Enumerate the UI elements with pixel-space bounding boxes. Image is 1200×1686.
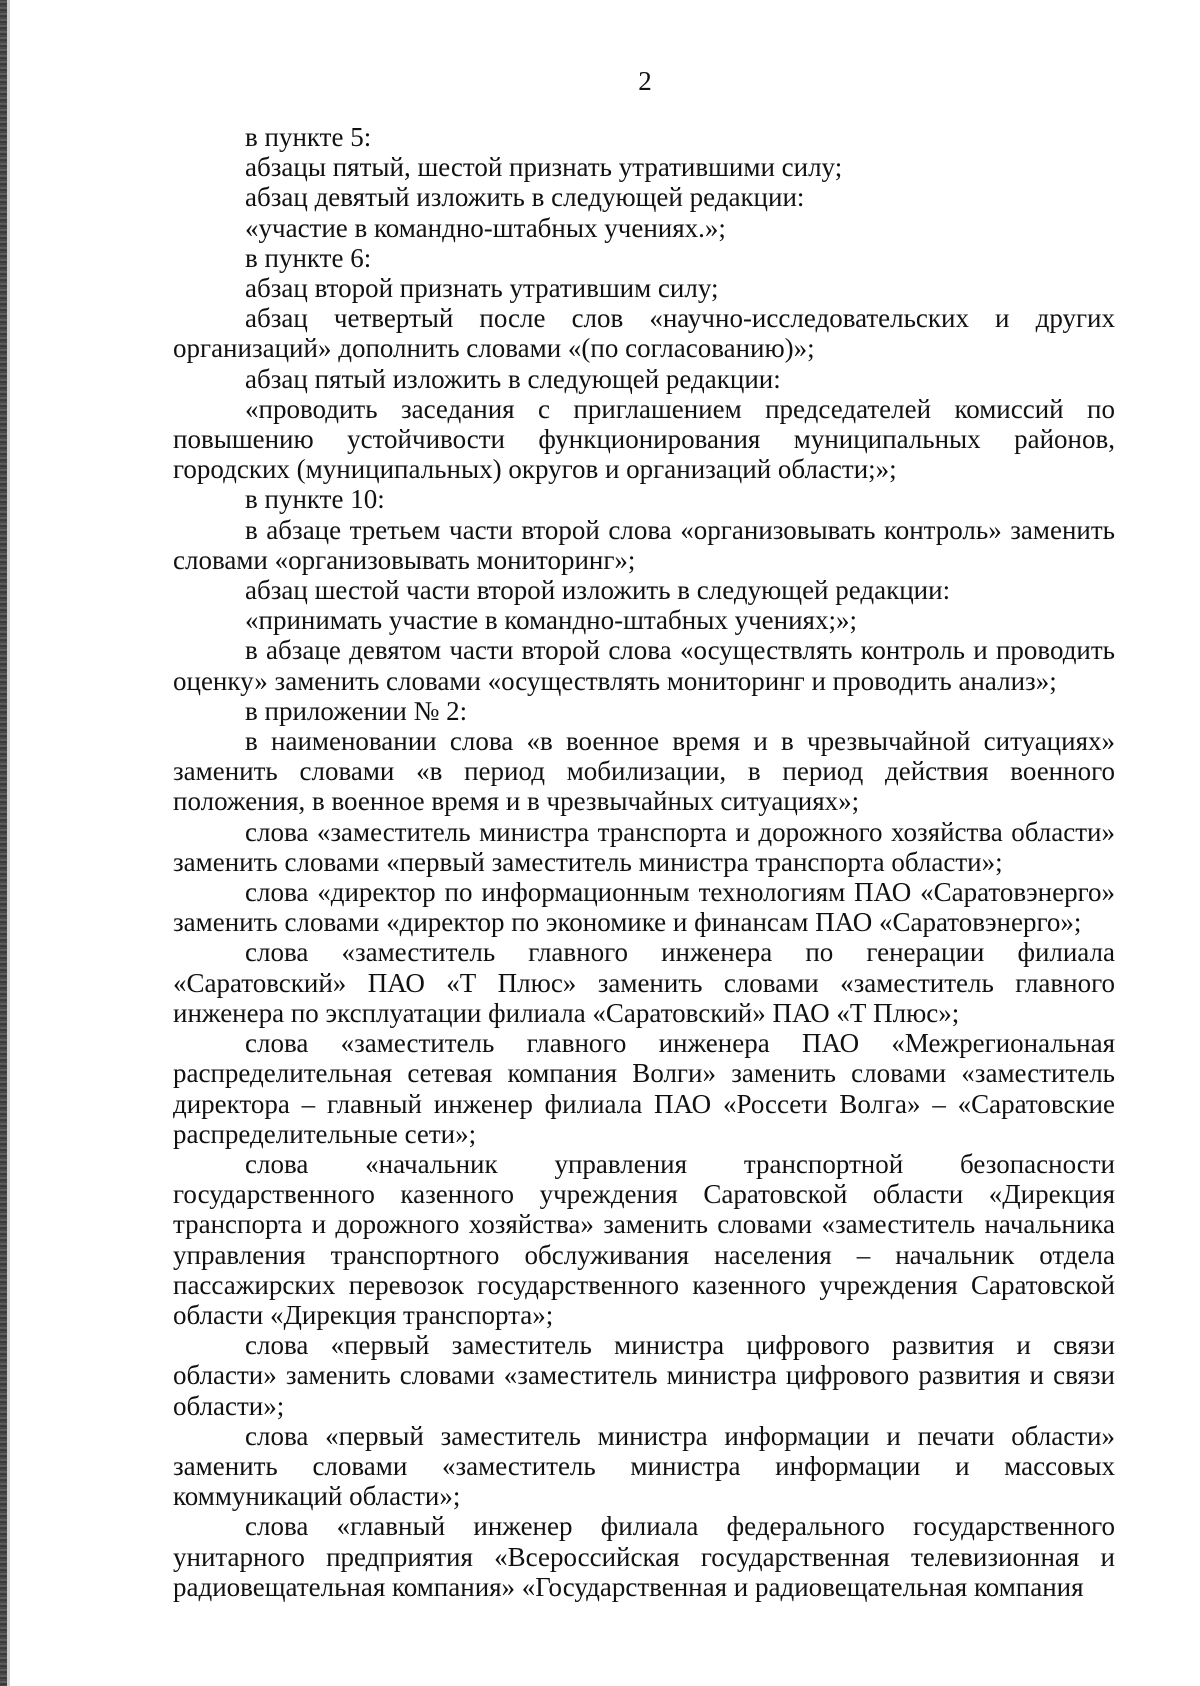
paragraph: в приложении № 2:	[245, 695, 468, 726]
scan-edge-highlight	[7, 0, 10, 1686]
paragraph: слова «главный инженер филиала федерального государственного унитарного предприятия «Всероссийская государственная телевизионная и радиовещательная компания» «Государственная и радиовещательная компания	[173, 1511, 1115, 1602]
paragraph: в пункте 10:	[245, 484, 385, 515]
paragraph: абзац пятый изложить в следующей редакции:	[245, 363, 781, 394]
paragraph: слова «директор по информационным технологиям ПАО «Саратовэнерго» заменить словами «директор по экономике и финансам ПАО «Саратовэнерго»;	[173, 877, 1115, 938]
page-number: 2	[638, 66, 652, 96]
paragraph: в пункте 6:	[245, 242, 372, 273]
paragraph: «принимать участие в командно-штабных учениях;»;	[245, 605, 857, 636]
paragraph: «проводить заседания с приглашением председателей комиссий по повышению устойчивости функционирования муниципальных районов, городских (муниципальных) округов и организаций области;»;	[173, 393, 1115, 485]
document-body	[173, 122, 1115, 1602]
paragraph: абзац девятый изложить в следующей редакции:	[245, 182, 805, 213]
paragraph: слова «заместитель главного инженера ПАО «Межрегиональная распределительная сетевая компания Волги» заменить словами «заместитель директора – главный инженер филиала ПАО «Россети Волга» – «Саратовские распределительные сети»;	[173, 1028, 1115, 1149]
paragraph: «участие в командно-штабных учениях.»;	[245, 212, 726, 243]
paragraph: в пункте 5:	[245, 122, 372, 152]
paragraph: абзац шестой части второй изложить в следующей редакции:	[245, 575, 951, 606]
paragraph: абзац второй признать утратившим силу;	[245, 273, 719, 304]
paragraph: слова «начальник управления транспортной безопасности государственного казенного учреждения Саратовской области «Дирекция транспорта и дорожного хозяйства» заменить словами «заместитель начальника управления транспортного обслуживания населения – начальник отдела пассажирских перевозок государственного казенного учреждения Саратовской области «Дирекция транспорта»;	[173, 1148, 1115, 1330]
paragraph: в абзаце девятом части второй слова «осуществлять контроль и проводить оценку» заменить словами «осуществлять мониторинг и проводить анализ»;	[173, 635, 1115, 696]
scan-edge-shadow	[0, 0, 7, 1686]
paragraph: слова «первый заместитель министра информации и печати области» заменить словами «заместитель министра информации и массовых коммуникаций области»;	[173, 1420, 1115, 1512]
paragraph: слова «заместитель министра транспорта и дорожного хозяйства области» заменить словами «первый заместитель министра транспорта области»;	[173, 816, 1115, 877]
paragraph: слова «первый заместитель министра цифрового развития и связи области» заменить словами «заместитель министра цифрового развития и связи области»;	[173, 1330, 1115, 1421]
paragraph: абзац четвертый после слов «научно-исследовательских и других организаций» дополнить словами «(по согласованию)»;	[173, 303, 1115, 364]
paragraph: в абзаце третьем части второй слова «организовывать контроль» заменить словами «организовывать мониторинг»;	[173, 514, 1115, 575]
paragraph: абзацы пятый, шестой признать утратившими силу;	[245, 152, 843, 183]
paragraph: в наименовании слова «в военное время и в чрезвычайной ситуациях» заменить словами «в период мобилизации, в период действия военного положения, в военное время и в чрезвычайных ситуациях»;	[173, 726, 1115, 817]
paragraph: слова «заместитель главного инженера по генерации филиала «Саратовский» ПАО «Т Плюс» заменить словами «заместитель главного инженера по эксплуатации филиала «Саратовский» ПАО «Т Плюс»;	[173, 937, 1115, 1028]
